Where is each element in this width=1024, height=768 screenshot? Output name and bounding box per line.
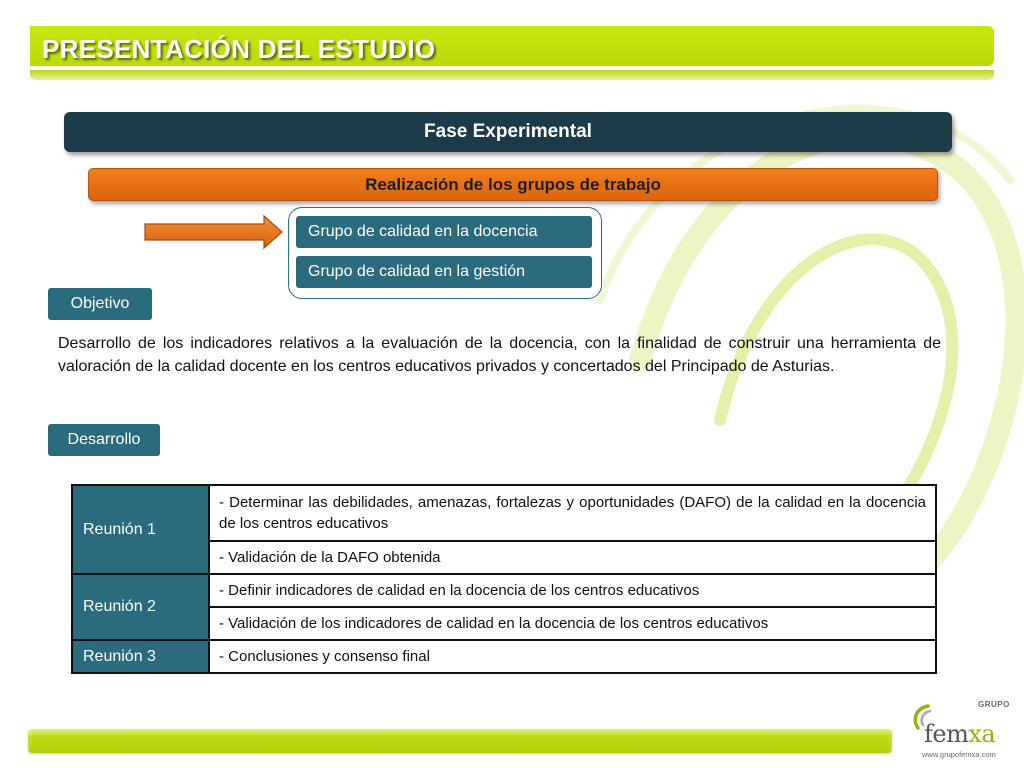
arrow-right-icon <box>144 214 284 250</box>
meeting-task: - Validación de los indicadores de calidad en la docencia de los centros educativos <box>209 607 936 640</box>
meeting-name: Reunión 1 <box>72 485 209 574</box>
table-row <box>72 574 936 607</box>
objective-label-text: Objetivo <box>70 295 130 312</box>
group-label: Grupo de calidad en la docencia <box>308 223 538 240</box>
objective-label <box>48 288 152 320</box>
phase-label: Fase Experimental <box>424 121 592 142</box>
table-row <box>72 640 936 673</box>
footer-bar <box>28 729 892 753</box>
logo-brand <box>924 720 995 748</box>
development-label <box>48 424 160 456</box>
logo-brand-accent: xa <box>968 720 996 748</box>
group-label: Grupo de calidad en la gestión <box>308 263 526 280</box>
meeting-name: Reunión 2 <box>72 574 209 640</box>
table-row <box>72 485 936 541</box>
phase-header <box>64 112 952 152</box>
subphase-header <box>88 168 938 201</box>
meeting-task: - Definir indicadores de calidad en la docencia de los centros educativos <box>209 574 936 607</box>
logo-url: www.grupofemxa.com <box>922 750 996 759</box>
logo-brand-main: fem <box>924 720 969 748</box>
group-item-docencia <box>296 216 592 248</box>
slide-title: PRESENTACIÓN DEL ESTUDIO <box>42 34 436 64</box>
development-label-text: Desarrollo <box>67 431 141 448</box>
meeting-task: - Validación de la DAFO obtenida <box>209 541 936 574</box>
objective-text: Desarrollo de los indicadores relativos a la evaluación de la docencia, con la finalidad de construir una herramienta de valoración de la calidad docente en los centros educativos privados y concertados del Principado de Asturias. <box>58 335 941 375</box>
title-bar-shadow <box>30 70 994 80</box>
logo-grupo-text: GRUPO <box>978 700 1010 709</box>
meeting-task: - Determinar las debilidades, amenazas, fortalezas y oportunidades (DAFO) de la calidad en la docencia de los centros educativos <box>209 485 936 541</box>
group-item-gestion <box>296 256 592 288</box>
subphase-label: Realización de los grupos de trabajo <box>365 174 661 194</box>
meeting-name: Reunión 3 <box>72 640 209 673</box>
meetings-table <box>71 484 937 674</box>
meeting-task: - Conclusiones y consenso final <box>209 640 936 673</box>
